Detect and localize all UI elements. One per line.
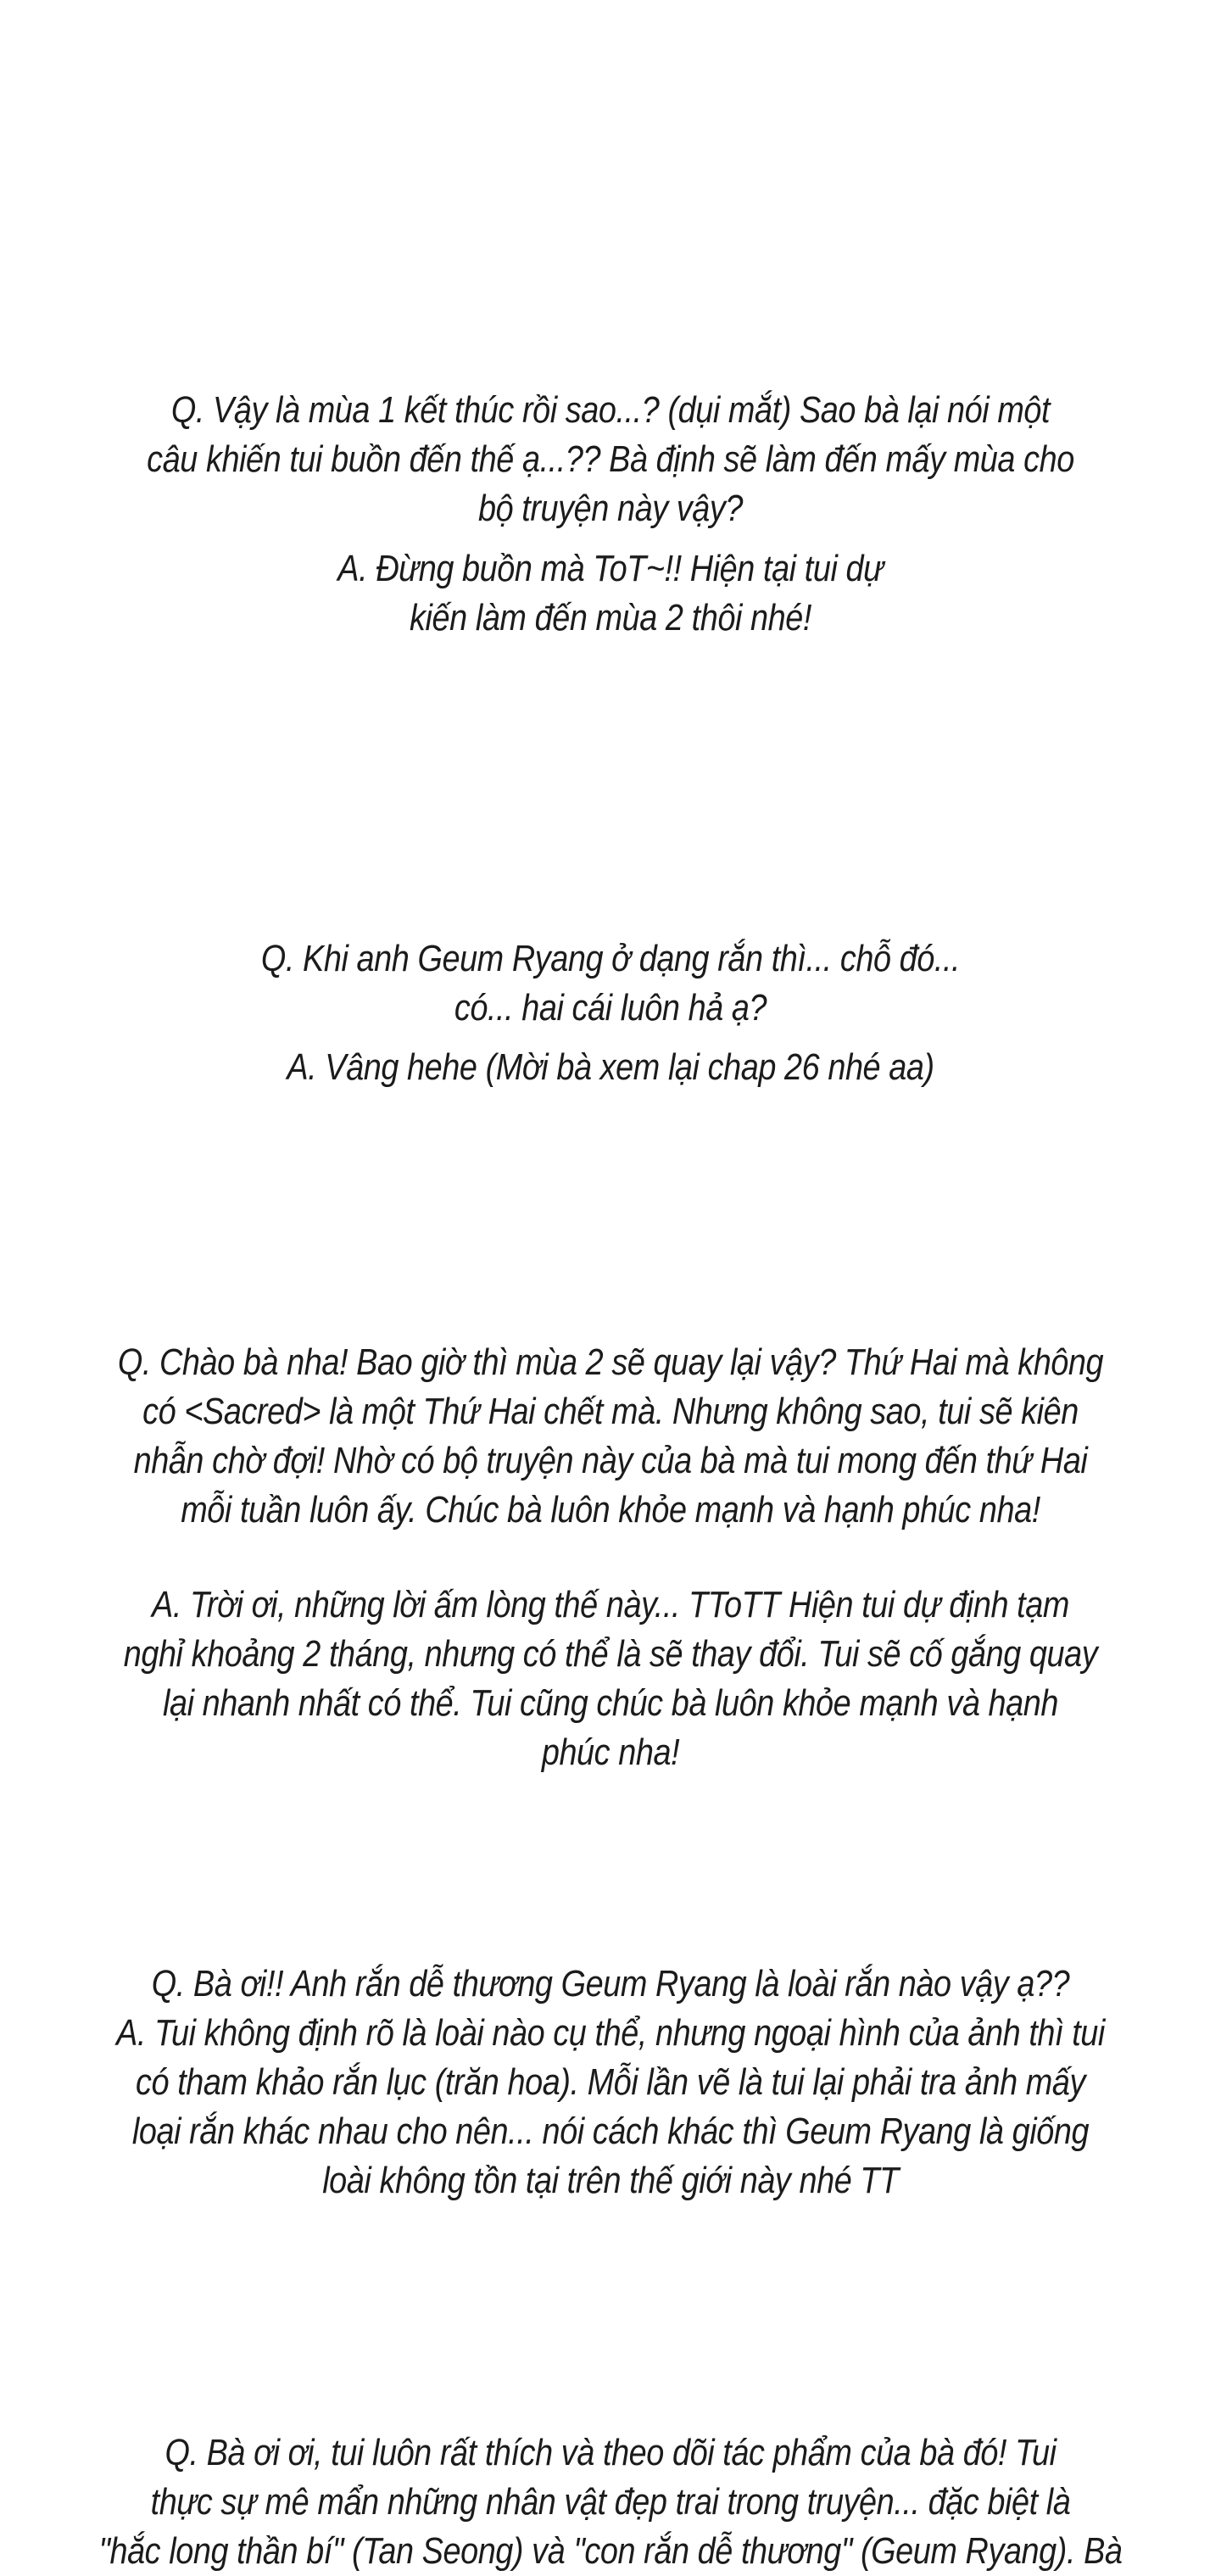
question-line: câu khiến tui buồn đến thế ạ...?? Bà định sẽ làm đến mấy mùa cho bbox=[147, 438, 1074, 480]
answer-line: kiến làm đến mùa 2 thôi nhé! bbox=[410, 597, 811, 638]
qa-block-3-answer bbox=[86, 1581, 1135, 1777]
qa-block-5-question bbox=[86, 2428, 1135, 2576]
qa-block-2-question bbox=[86, 934, 1135, 1033]
qa-block-4-question bbox=[86, 1960, 1135, 2009]
answer-line: lại nhanh nhất có thể. Tui cũng chúc bà luôn khỏe mạnh và hạnh bbox=[162, 1682, 1059, 1724]
answer-line: nghỉ khoảng 2 tháng, nhưng có thể là sẽ thay đổi. Tui sẽ cố gắng quay bbox=[123, 1633, 1098, 1675]
answer-line: A. Đừng buồn mà ToT~!! Hiện tại tui dự bbox=[337, 548, 884, 589]
question-line: thực sự mê mẩn những nhân vật đẹp trai trong truyện... đặc biệt là bbox=[150, 2481, 1071, 2523]
answer-line: A. Tui không định rõ là loài nào cụ thể, nhưng ngoại hình của ảnh thì tui bbox=[116, 2012, 1105, 2054]
answer-line: loài không tồn tại trên thế giới này nhé TT bbox=[322, 2160, 899, 2201]
qa-block-2-answer bbox=[86, 1043, 1135, 1092]
answer-line: A. Vâng hehe (Mời bà xem lại chap 26 nhé aa) bbox=[287, 1046, 934, 1088]
qa-block-4-answer bbox=[86, 2009, 1135, 2205]
question-line: Q. Bà ơi ơi, tui luôn rất thích và theo dõi tác phẩm của bà đó! Tui bbox=[164, 2432, 1057, 2473]
question-line: Q. Bà ơi!! Anh rắn dễ thương Geum Ryang là loài rắn nào vậy ạ?? bbox=[151, 1963, 1070, 2004]
question-line-clipped: "hắc long thần bí" (Tan Seong) và "con rắn dễ thương" (Geum Ryang). Bà bbox=[98, 2530, 1123, 2572]
question-line: Q. Vậy là mùa 1 kết thúc rồi sao...? (dụi mắt) Sao bà lại nói một bbox=[170, 389, 1051, 431]
question-line: Q. Chào bà nha! Bao giờ thì mùa 2 sẽ quay lại vậy? Thứ Hai mà không bbox=[117, 1341, 1104, 1383]
qa-block-1-answer bbox=[86, 544, 1135, 643]
question-line: bộ truyện này vậy? bbox=[477, 488, 743, 529]
question-line: Q. Khi anh Geum Ryang ở dạng rắn thì... chỗ đó... bbox=[260, 938, 961, 979]
answer-line: phúc nha! bbox=[541, 1731, 680, 1773]
answer-line: A. Trời ơi, những lời ấm lòng thế này... TToTT Hiện tui dự định tạm bbox=[152, 1584, 1069, 1625]
qa-block-3-question bbox=[86, 1338, 1135, 1535]
answer-line: có tham khảo rắn lục (trăn hoa). Mỗi lần vẽ là tui lại phải tra ảnh mấy bbox=[136, 2061, 1085, 2103]
question-line: mỗi tuần luôn ấy. Chúc bà luôn khỏe mạnh và hạnh phúc nha! bbox=[181, 1489, 1040, 1531]
qa-block-1-question bbox=[86, 386, 1135, 533]
question-line: có <Sacred> là một Thứ Hai chết mà. Nhưng không sao, tui sẽ kiên bbox=[142, 1391, 1079, 1432]
question-line: có... hai cái luôn hả ạ? bbox=[454, 987, 767, 1029]
question-line: nhẫn chờ đợi! Nhờ có bộ truyện này của bà mà tui mong đến thứ Hai bbox=[133, 1440, 1088, 1481]
answer-line: loại rắn khác nhau cho nên... nói cách khác thì Geum Ryang là giống bbox=[131, 2110, 1090, 2152]
